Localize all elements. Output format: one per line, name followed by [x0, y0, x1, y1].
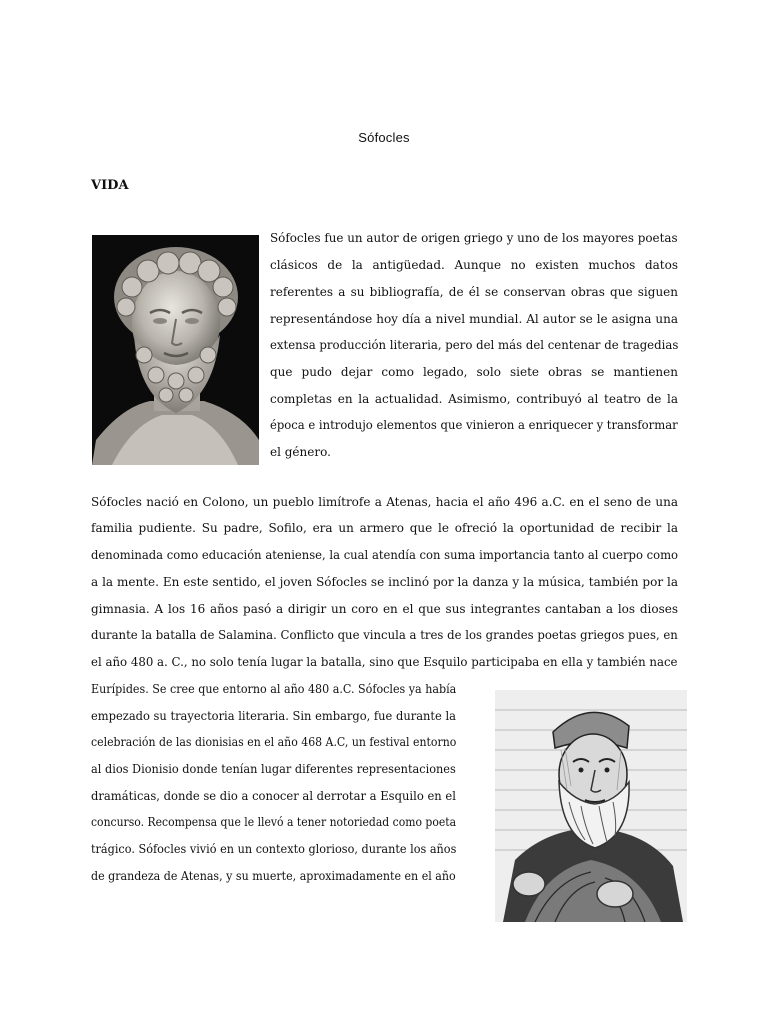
paragraph-line: trágico. Sófocles vivió en un contexto glorioso, durante los años [91, 842, 457, 856]
paragraph-line: el género. [270, 445, 331, 459]
paragraph-line: extensa producción literaria, pero del más del centenar de tragedias [270, 338, 679, 352]
paragraph-line: denominada como educación ateniense, la cual atendía con suma importancia tanto al cuerpo como [91, 548, 679, 562]
paragraph-line: empezado su trayectoria literaria. Sin embargo, fue durante la [91, 709, 456, 723]
paragraph-line: clásicos de la antigüedad. Aunque no existen muchos datos [270, 258, 678, 272]
paragraph-line: durante la batalla de Salamina. Conflicto que vincula a tres de los grandes poetas griegos pues, en [91, 628, 678, 642]
paragraph-line: gimnasia. A los 16 años pasó a dirigir un coro en el que sus integrantes cantaban a los dioses [91, 602, 678, 616]
paragraph-line: completas en la actualidad. Asimismo, contribuyó al teatro de la [270, 392, 678, 406]
paragraph-line: de grandeza de Atenas, y su muerte, aproximadamente en el año [91, 869, 456, 883]
paragraph-line: Sófocles nació en Colono, un pueblo limítrofe a Atenas, hacia el año 496 a.C. en el seno de una [91, 495, 678, 509]
paragraph-line: dramáticas, donde se dio a conocer al derrotar a Esquilo en el [91, 789, 456, 803]
paragraph-line: celebración de las dionisias en el año 468 A.C, un festival entorno [91, 735, 457, 749]
sophocles-engraving [495, 690, 687, 922]
paragraph-line: época e introdujo elementos que vinieron a enriquecer y transformar [270, 418, 678, 432]
paragraph-line: al dios Dionisio donde tenían lugar diferentes representaciones [91, 762, 456, 776]
paragraph-line: que pudo dejar como legado, solo siete obras se mantienen [270, 365, 678, 379]
paragraph-line: referentes a su bibliografía, de él se conservan obras que siguen [270, 285, 678, 299]
paragraph-line: a la mente. En este sentido, el joven Sófocles se inclinó por la danza y la música, también por la [91, 575, 678, 589]
paragraph-line: Eurípides. Se cree que entorno al año 480 a.C. Sófocles ya había [91, 682, 457, 696]
document-title: Sófocles [358, 130, 410, 145]
paragraph-line: representándose hoy día a nivel mundial. Al autor se le asigna una [270, 312, 678, 326]
paragraph-line: el año 480 a. C., no solo tenía lugar la batalla, sino que Esquilo participaba en ella y también nace [91, 655, 678, 669]
paragraph-line: familia pudiente. Su padre, Sofilo, era un armero que le ofreció la oportunidad de recibir la [91, 521, 678, 535]
sophocles-bust-photo [92, 235, 259, 465]
paragraph-line: Sófocles fue un autor de origen griego y uno de los mayores poetas [270, 231, 678, 245]
section-heading: VIDA [91, 178, 129, 193]
paragraph-line: concurso. Recompensa que le llevó a tener notoriedad como poeta [91, 815, 457, 829]
